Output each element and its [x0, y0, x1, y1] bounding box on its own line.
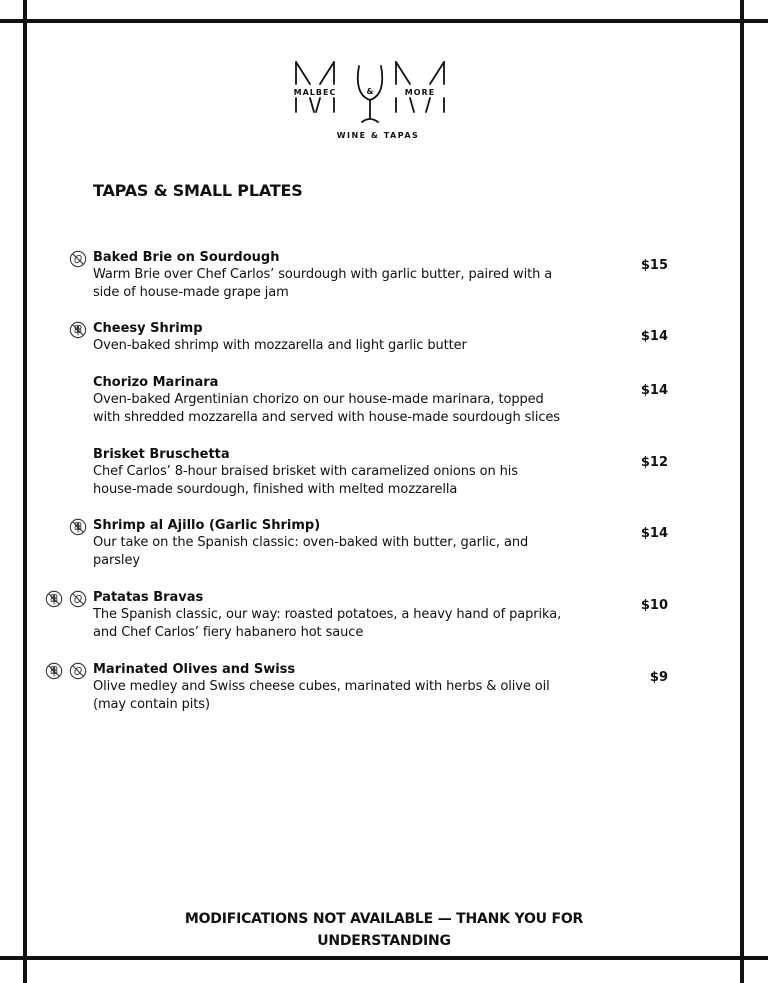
item-price: $9 [649, 670, 668, 685]
item-description: Olive medley and Swiss cheese cubes, marinated with herbs & olive oil (may contain pits) [93, 679, 550, 712]
item-name: Chorizo Marinara [93, 375, 219, 390]
no-nuts-icon [69, 250, 87, 268]
no-gluten-icon [45, 590, 63, 608]
dietary-icons [69, 250, 87, 268]
no-nuts-icon [69, 662, 87, 680]
no-gluten-icon [45, 662, 63, 680]
item-name: Shrimp al Ajillo (Garlic Shrimp) [93, 518, 321, 533]
modifications-notice: MODIFICATIONS NOT AVAILABLE — THANK YOU FOR UNDERSTANDING [184, 911, 584, 949]
border-top [0, 19, 768, 23]
logo-ampersand: & [366, 87, 374, 96]
border-bottom [0, 956, 768, 960]
item-name: Patatas Bravas [93, 590, 204, 605]
item-name: Brisket Bruschetta [93, 447, 230, 462]
item-description: Oven-baked Argentinian chorizo on our house-made marinara, topped with shredded mozzarella and served with house-made sourdough slices [93, 392, 560, 425]
item-description: Warm Brie over Chef Carlos’ sourdough with garlic butter, paired with a side of house-made grape jam [93, 267, 553, 300]
item-name: Marinated Olives and Swiss [93, 662, 296, 677]
item-description: Oven-baked shrimp with mozzarella and light garlic butter [93, 338, 467, 353]
no-gluten-icon [69, 518, 87, 536]
item-description: Our take on the Spanish classic: oven-baked with butter, garlic, and parsley [93, 535, 529, 568]
logo-left-word: MALBEC [293, 88, 337, 97]
no-gluten-icon [69, 321, 87, 339]
item-description: Chef Carlos’ 8-hour braised brisket with caramelized onions on his house-made sourdough, finished with melted mozzarella [93, 464, 518, 497]
item-description: The Spanish classic, our way: roasted potatoes, a heavy hand of paprika, and Chef Carlos’ fiery habanero hot sauce [93, 607, 562, 640]
item-price: $15 [640, 258, 668, 273]
item-price: $14 [640, 329, 668, 344]
item-name: Baked Brie on Sourdough [93, 250, 280, 265]
item-price: $14 [640, 526, 668, 541]
item-price: $10 [640, 598, 668, 613]
footer [0, 908, 768, 952]
item-price: $14 [640, 383, 668, 398]
logo-tagline: WINE & TAPAS [336, 131, 420, 140]
dietary-icons [69, 518, 87, 536]
dietary-icons [69, 321, 87, 339]
section-title: TAPAS & SMALL PLATES [93, 181, 303, 200]
logo-right-word: MORE [404, 88, 436, 97]
border-left [23, 0, 27, 983]
border-right [740, 0, 744, 983]
no-nuts-icon [69, 590, 87, 608]
item-name: Cheesy Shrimp [93, 321, 203, 336]
item-price: $12 [640, 455, 668, 470]
restaurant-logo [284, 56, 454, 146]
dietary-icons [45, 590, 87, 608]
dietary-icons [45, 662, 87, 680]
